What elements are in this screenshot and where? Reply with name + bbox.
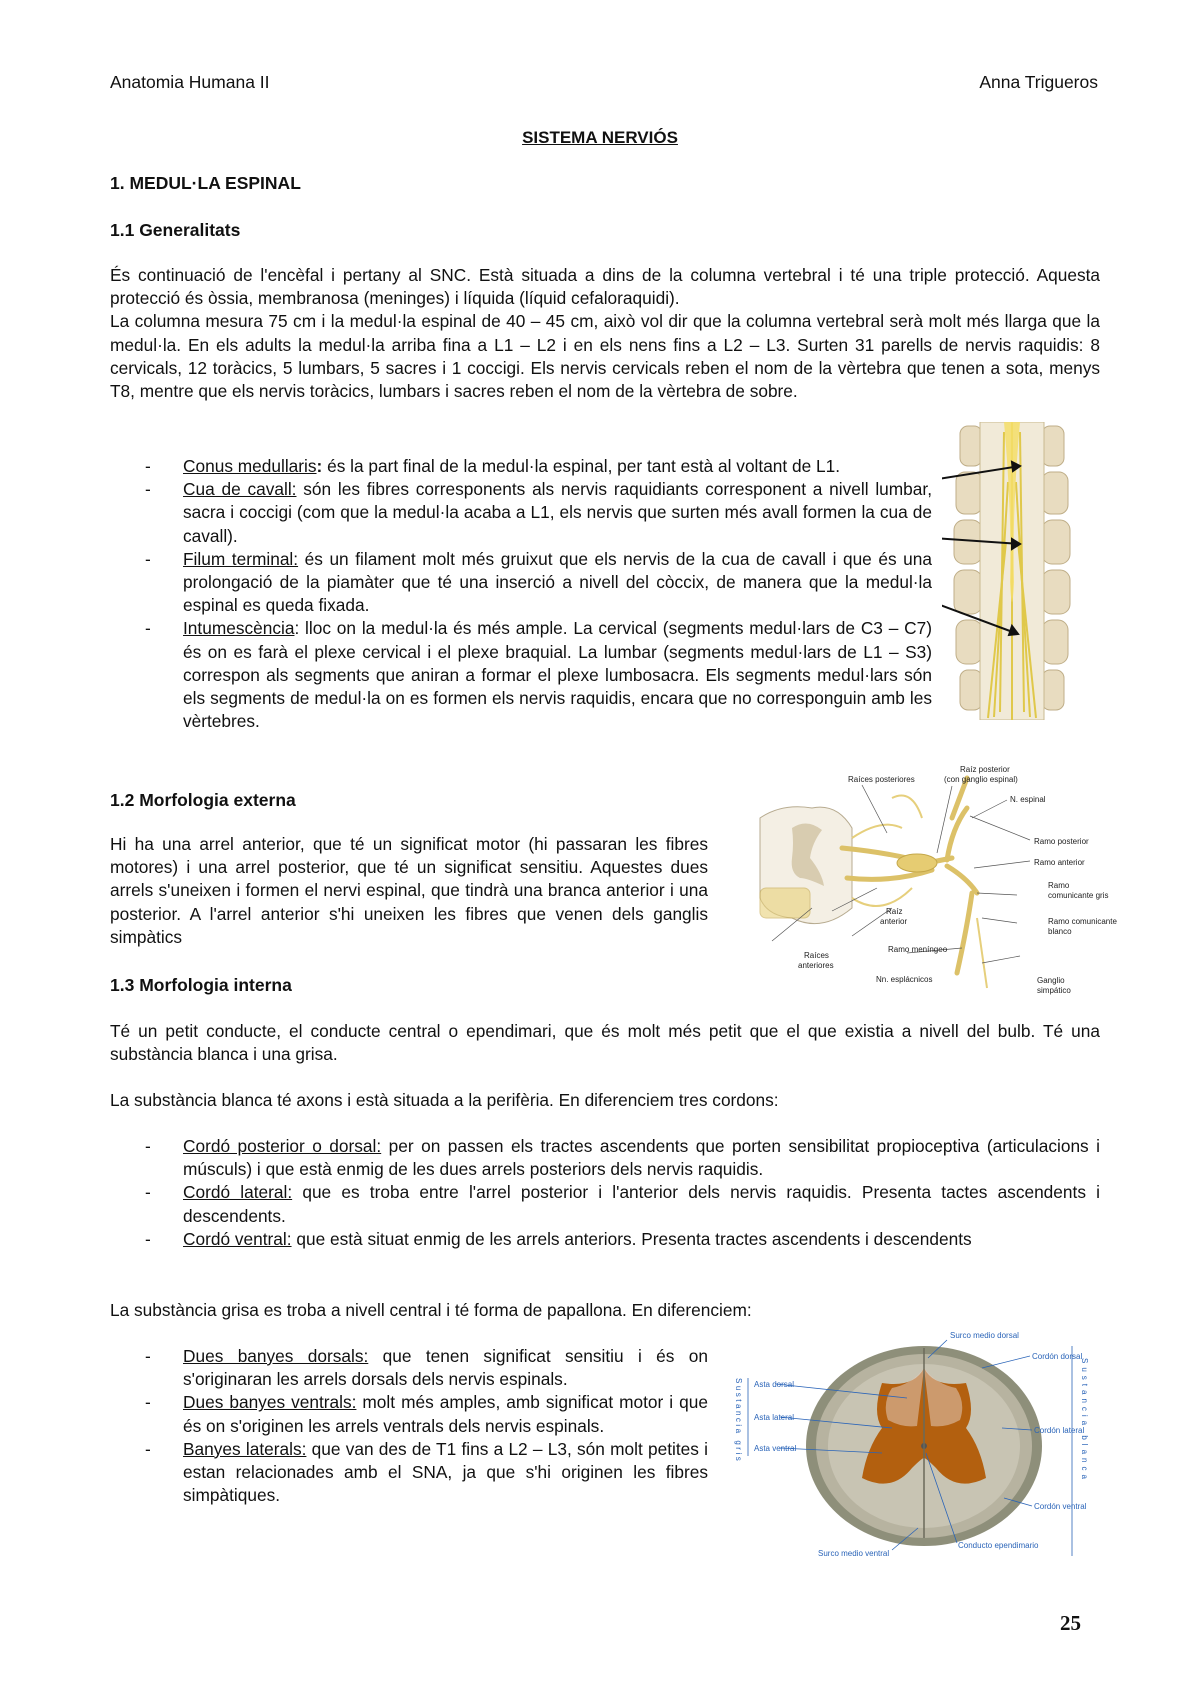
item-text: que està situat enmig de les arrels anteriors. Presenta tractes ascendents i descendents [291,1228,972,1249]
list-item [110,1181,1100,1227]
list-item [110,1228,1100,1251]
list-item [110,1135,1100,1181]
term: Conus medullaris [183,456,317,476]
list-dash: - [145,1392,151,1413]
paragraph-external: Hi ha una arrel anterior, que té un significat motor (hi passaran les fibres motores) i una arrel posterior, que té un significat sensitiu. Aquestes dues arrels s'uneixen i formen el nervi espinal, que tindrà una branca anterior i una posterior. A l'arrel anterior s'hi uneixen les fibres que venen dels ganglis simpàtics [110,834,708,947]
spinal-column-image [942,422,1082,720]
label-raices-anteriores-2: anteriores [798,961,834,970]
list-dash: - [145,1438,151,1459]
list-item [110,617,932,733]
label-ramo-comunicante-gris-2: comunicante gris [1048,891,1109,900]
label-con-ganglio: (con ganglio espinal) [944,775,1018,784]
label-sustancia-blanca: Sustancia blanca [1080,1358,1089,1483]
item-text: molt més amples, amb significat motor i que és on s'originen les arrels ventrals dels nervis espinals. [183,1392,708,1436]
list-dash: - [145,1346,151,1366]
term: Filum terminal: [183,548,299,569]
label-cordon-lateral: Cordón lateral [1034,1426,1085,1435]
list-item [110,1391,708,1437]
label-raices-posteriores: Raíces posteriores [848,775,915,784]
label-ganglio-simpatico: Ganglio [1037,976,1065,985]
list-dash: - [145,479,151,500]
label-sustancia-gris: Sustancia gris [734,1378,743,1464]
label-raices-anteriores: Raíces [804,951,829,960]
label-ramo-comunicante-gris: Ramo [1048,881,1070,890]
label-raiz-anterior: Raíz [886,907,903,916]
item-text: : lloc on la medul·la és més ample. La cervical (segments medul·lars de C3 – C7) és on es farà el plexe cervical i el plexe braquial. La lumbar (segments medul·lars de L1 – S3) correspon als segments que aniran a formar el plexe lumbosacra. Els segments medul·lars són els segments de medul·la on es formen els nervis raquidis, encara que no corresponguin amb les vèrtebres. [183,618,932,732]
term: Intumescència [183,618,295,639]
label-ramo-comunicante-blanco: Ramo comunicante [1048,917,1117,926]
label-raiz-posterior: Raíz posterior [960,765,1010,774]
section-heading: 1. MEDUL·LA ESPINAL [110,173,301,193]
label-surco-medio-dorsal: Surco medio dorsal [950,1331,1019,1340]
label-cordon-dorsal: Cordón dorsal [1032,1352,1083,1361]
subsection-heading-generalitats: 1.1 Generalitats [110,220,241,240]
subsection-heading-external: 1.2 Morfologia externa [110,790,296,810]
page-number: 25 [1060,1611,1081,1635]
label-n-espinal: N. espinal [1010,795,1046,804]
item-text: que tenen significat sensitiu i és on s'originaran les arrels dorsals dels nervis espinals. [183,1346,708,1390]
subsection-heading-internal: 1.3 Morfologia interna [110,975,292,995]
term: Cua de cavall: [183,479,297,500]
white-matter-list [110,1135,1100,1251]
label-surco-medio-ventral: Surco medio ventral [818,1549,890,1558]
list-dash: - [145,456,151,476]
term: Cordó lateral: [183,1182,293,1203]
list-dash: - [145,548,151,569]
term: Dues banyes ventrals: [183,1392,357,1413]
list-dash: - [145,1182,151,1203]
label-raiz-anterior-2: anterior [880,917,908,926]
list-item [110,548,932,618]
label-ramo-anterior: Ramo anterior [1034,858,1085,867]
list-dash: - [145,618,151,639]
label-ramo-comunicante-blanco-2: blanco [1048,927,1072,936]
paragraph-generalitats [110,264,1100,403]
term: Banyes laterals: [183,1438,307,1459]
paragraph-text: La columna mesura 75 cm i la medul·la espinal de 40 – 45 cm, això vol dir que la columna vertebral serà molt més llarga que la medul·la. En els adults la medul·la arriba fina a L1 – L2 i en els nens fins a L2 – L3. Surten 31 parells de nervis raquidis: 8 cervicals, 12 toràcics, 5 lumbars, 5 sacres i 1 coccigi. Els nervis cervicals reben el nom de la vèrtebra que tenen a sota, menys T8, mentre que els nervis toràcics, lumbars i sacres reben el nom de la vèrtebra de sobre. [110,311,1100,402]
list-dash: - [145,1228,151,1249]
list-item [110,1345,708,1391]
generalitats-list [110,455,932,733]
label-ganglio-simpatico-2: simpático [1037,986,1071,995]
term: Cordó ventral: [183,1228,292,1249]
label-cordon-ventral: Cordón ventral [1034,1502,1087,1511]
paragraph-internal-1: Té un petit conducte, el conducte central o ependimari, que és molt més petit que el que existia a nivell del bulb. Té una substància blanca i una grisa. [110,1021,1100,1065]
item-text: és un filament molt més gruixut que els nervis de la cua de cavall i que és una prolongació de la piamàter que té una inserció a nivell del còccix, de manera que la medul·la espinal es queda fixada. [183,548,932,616]
term: Dues banyes dorsals: [183,1346,369,1366]
grey-matter-list [110,1345,708,1507]
label-ramo-meningeo: Ramo meníngeo [888,945,948,954]
list-item [110,478,932,548]
label-asta-ventral: Asta ventral [754,1444,797,1453]
page-title: SISTEMA NERVIÓS [522,128,678,147]
item-text: per on passen els tractes ascendents que porten sensibilitat propioceptiva (articulacions i músculs) i que està enmig de les dues arrels posteriors dels nervis raquidis. [183,1136,1100,1180]
list-dash: - [145,1136,151,1156]
list-item [110,1438,708,1508]
item-text: que es troba entre l'arrel posterior i l'anterior dels nervis raquidis. Presenta tactes ascendents i descendents. [183,1182,1100,1226]
header-right: Anna Trigueros [979,72,1098,92]
label-asta-dorsal: Asta dorsal [754,1380,795,1389]
spinal-nerve-diagram [752,758,1132,998]
list-item [110,455,932,478]
item-text: són les fibres corresponents als nervis raquidiants corresponent a nivell lumbar, sacra i coccigi (com que la medul·la acaba a L1, els nervis que surten més avall formen la cua de cavall). [183,479,933,546]
label-ramo-posterior: Ramo posterior [1034,837,1089,846]
paragraph-internal-3: La substància grisa es troba a nivell central i té forma de papallona. En diferenciem: [110,1300,752,1320]
label-conducto-ependimario: Conducto ependimario [958,1541,1039,1550]
term-separator: : [316,456,323,476]
label-nn-esplacnicos: Nn. esplácnicos [876,975,933,984]
paragraph-internal-2: La substància blanca té axons i està situada a la perifèria. En diferenciem tres cordons: [110,1090,779,1110]
paragraph-text: És continuació de l'encèfal i pertany al SNC. Està situada a dins de la columna vertebral i té una triple protecció. Aquesta protecció és òssia, membranosa (meninges) i líquida (líquid cefaloraquidi). [110,265,1100,309]
spinal-cord-section-diagram [732,1328,1122,1560]
header-left: Anatomia Humana II [110,72,270,92]
item-text: que van des de T1 fins a L2 – L3, són molt petites i estan relacionades amb el SNA, ja que s'hi originen les fibres simpàtiques. [183,1438,708,1506]
term: Cordó posterior o dorsal: [183,1136,382,1156]
item-text: és la part final de la medul·la espinal, per tant està al voltant de L1. [322,456,841,476]
label-asta-lateral: Asta lateral [754,1413,795,1422]
